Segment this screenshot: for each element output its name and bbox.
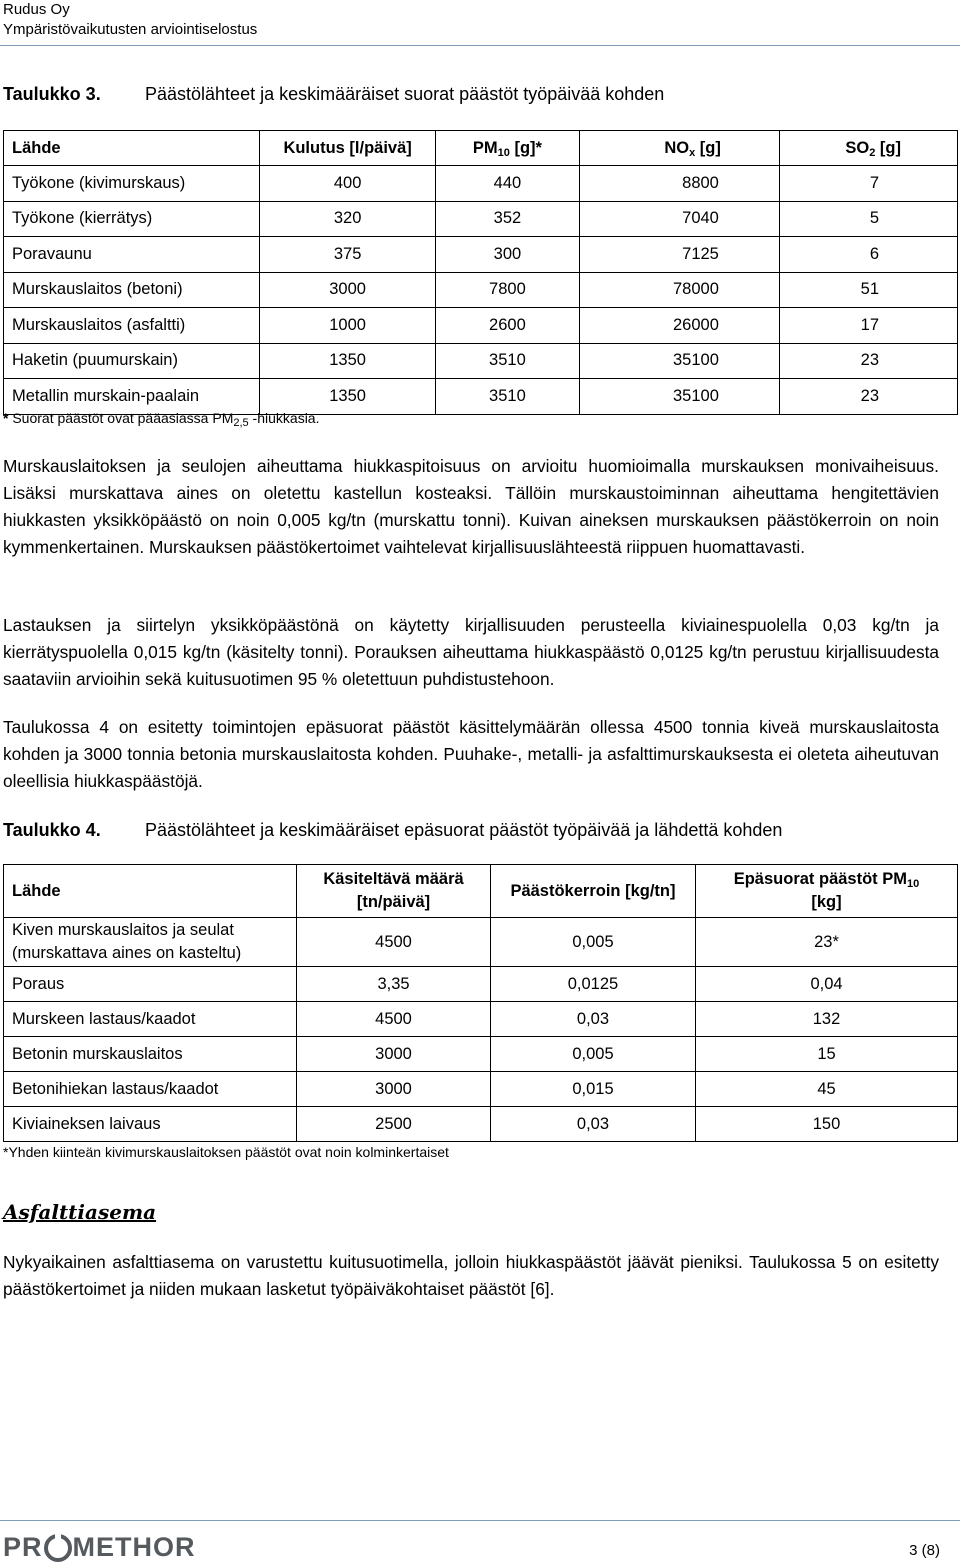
table-row xyxy=(4,308,958,344)
table3-caption xyxy=(3,84,664,105)
table-cell: Murskauslaitos (asfaltti) xyxy=(4,308,260,344)
table-cell: 1000 xyxy=(259,308,435,344)
table-cell: 2600 xyxy=(436,308,579,344)
table3-header-row xyxy=(4,131,958,166)
table-cell: 35100 xyxy=(579,379,779,415)
table-cell: 400 xyxy=(259,166,435,202)
table-cell: 6 xyxy=(779,237,957,273)
paragraph-loading-emissions: Lastauksen ja siirtelyn yksikköpäästönä on käytetty kirjallisuuden perusteella kiviainespuolella 0,03 kg/tn ja kierrätyspuolella 0,015 kg/tn (käsitelty tonni). Porauksen aiheuttama hiukkaspäästö 0,0125 kg/tn perustuu kirjallisuudesta saataviin arvioihin sekä kuitusuotimen 95 % oletettuun puhdistustehoon. xyxy=(3,615,939,689)
table-cell: 0,03 xyxy=(490,1002,695,1037)
table4-indirect-emissions xyxy=(3,864,958,1142)
table-cell: 23 xyxy=(779,343,957,379)
table-cell: Haketin (puumurskain) xyxy=(4,343,260,379)
table4-header-emission: Epäsuorat päästöt $PM_{10}$ [kg] xyxy=(696,865,958,918)
table-cell: Murskauslaitos (betoni) xyxy=(4,272,260,308)
table-cell: Kiven murskauslaitos ja seulat (murskattava aines on kasteltu) xyxy=(4,918,297,967)
table-row xyxy=(4,379,958,415)
table-cell: Metallin murskain-paalain xyxy=(4,379,260,415)
table-row xyxy=(4,1072,958,1107)
table-cell: 35100 xyxy=(579,343,779,379)
table-cell: 352 xyxy=(436,201,579,237)
table-row xyxy=(4,1002,958,1037)
table3-footnote: * Suorat päästöt ovat pääasiassa $PM_{2,5}$ -hiukkasia. xyxy=(3,410,320,429)
table-row xyxy=(4,166,958,202)
table-cell: Poravaunu xyxy=(4,237,260,273)
table-row xyxy=(4,1107,958,1142)
table4-header-row xyxy=(4,865,958,918)
header-divider xyxy=(0,45,960,46)
table-cell: 23 xyxy=(779,379,957,415)
table-cell: 440 xyxy=(436,166,579,202)
table4-header-source: Lähde xyxy=(4,865,297,918)
table3-caption-text: Päästölähteet ja keskimääräiset suorat päästöt työpäivää kohden xyxy=(145,84,665,104)
table-cell: 4500 xyxy=(297,1002,491,1037)
table-cell: 3510 xyxy=(436,379,579,415)
table3-header-nox: $NO_x$ [g] xyxy=(579,131,779,166)
table-cell: 0,005 xyxy=(490,1037,695,1072)
table4-caption-text: Päästölähteet ja keskimääräiset epäsuorat päästöt työpäivää ja lähdettä kohden xyxy=(145,820,783,840)
table-cell: 3000 xyxy=(297,1037,491,1072)
table-cell: 17 xyxy=(779,308,957,344)
table4-caption-label: Taulukko 4. xyxy=(3,820,101,840)
table-row xyxy=(4,1037,958,1072)
table-cell: 0,015 xyxy=(490,1072,695,1107)
table-cell: 5 xyxy=(779,201,957,237)
table-cell: 320 xyxy=(259,201,435,237)
table-cell: Kiviaineksen laivaus xyxy=(4,1107,297,1142)
table-cell: 0,04 xyxy=(696,967,958,1002)
table-row xyxy=(4,967,958,1002)
table-row xyxy=(4,272,958,308)
table-cell: 1350 xyxy=(259,379,435,415)
table4-caption xyxy=(3,820,782,841)
table-cell: 8800 xyxy=(579,166,779,202)
table-cell: 375 xyxy=(259,237,435,273)
table3-header-source: Lähde xyxy=(4,131,260,166)
table-cell: 78000 xyxy=(579,272,779,308)
table-cell: 26000 xyxy=(579,308,779,344)
paragraph-table4-intro: Taulukossa 4 on esitetty toimintojen epäsuorat päästöt käsittelymäärän ollessa 4500 tonnia kiveä murskauslaitosta kohden ja 3000 tonnia betonia murskauslaitosta kohden. Puuhake-, metalli- ja asfalttimurskauksesta ei oleteta aiheutuvan oleellisia hiukkaspäästöjä. xyxy=(3,717,939,791)
table-cell: 3000 xyxy=(259,272,435,308)
table-cell: 7 xyxy=(779,166,957,202)
page-number: 3 (8) xyxy=(909,1542,940,1559)
table-cell: Poraus xyxy=(4,967,297,1002)
table-cell: 3510 xyxy=(436,343,579,379)
table-cell: 23* xyxy=(696,918,958,967)
table3-direct-emissions xyxy=(3,130,958,415)
table-cell: 2500 xyxy=(297,1107,491,1142)
promethor-logo: PR METHOR xyxy=(3,1532,196,1562)
table-cell: 300 xyxy=(436,237,579,273)
table-cell: 150 xyxy=(696,1107,958,1142)
table-row xyxy=(4,201,958,237)
table-cell: Murskeen lastaus/kaadot xyxy=(4,1002,297,1037)
table-cell: 45 xyxy=(696,1072,958,1107)
table-cell: 51 xyxy=(779,272,957,308)
table-row xyxy=(4,237,958,273)
table4-header-amount: Käsiteltävä määrä [tn/päivä] xyxy=(297,865,491,918)
table-cell: Työkone (kivimurskaus) xyxy=(4,166,260,202)
header-document-title: Ympäristövaikutusten arviointiselostus xyxy=(3,21,258,38)
table-cell: 7125 xyxy=(579,237,779,273)
table-cell: 0,005 xyxy=(490,918,695,967)
table4-header-factor: Päästökerroin [kg/tn] xyxy=(490,865,695,918)
table-cell: Työkone (kierrätys) xyxy=(4,201,260,237)
table-cell: 3,35 xyxy=(297,967,491,1002)
table-cell: 1350 xyxy=(259,343,435,379)
table-cell: Betonin murskauslaitos xyxy=(4,1037,297,1072)
table3-header-consumption: Kulutus [l/päivä] xyxy=(259,131,435,166)
table-cell: 7800 xyxy=(436,272,579,308)
table-cell: 4500 xyxy=(297,918,491,967)
table-row xyxy=(4,343,958,379)
table-cell: 7040 xyxy=(579,201,779,237)
table-cell: 132 xyxy=(696,1002,958,1037)
table-cell: 15 xyxy=(696,1037,958,1072)
logo-ring-icon xyxy=(44,1534,72,1562)
table4-footnote: *Yhden kiinteän kivimurskauslaitoksen päästöt ovat noin kolminkertaiset xyxy=(3,1144,449,1160)
table3-caption-label: Taulukko 3. xyxy=(3,84,101,104)
page-header xyxy=(3,0,257,40)
section-heading-asphalt: Asfalttiasema xyxy=(3,1200,157,1224)
footer-divider xyxy=(0,1520,960,1521)
paragraph-crushing-dust: Murskauslaitoksen ja seulojen aiheuttama hiukkaspitoisuus on arvioitu huomioimalla murskauksen monivaiheisuus. Lisäksi murskattava aines on oletettu kastellun kosteaksi. Tällöin murskaustoiminnan aiheuttama hengitettävien hiukkasten yksikköpäästö on noin 0,005 kg/tn (murskattu tonni). Kuivan aineksen murskauksen päästökerroin on noin kymmenkertainen. Murskauksen päästökertoimet vaihtelevat kirjallisuuslähteestä riippuen huomattavasti. xyxy=(3,456,939,557)
table3-header-so2: $SO_2$ [g] xyxy=(779,131,957,166)
table-cell: Betonihiekan lastaus/kaadot xyxy=(4,1072,297,1107)
table-cell: 3000 xyxy=(297,1072,491,1107)
table-row xyxy=(4,918,958,967)
header-company: Rudus Oy xyxy=(3,1,70,18)
table3-header-pm10: $PM_{10}$ [g]* xyxy=(436,131,579,166)
table-cell: 0,03 xyxy=(490,1107,695,1142)
paragraph-asphalt-station: Nykyaikainen asfalttiasema on varustettu kuitusuotimella, jolloin hiukkaspäästöt jäävät pieniksi. Taulukossa 5 on esitetty päästökertoimet ja niiden mukaan lasketut työpäiväkohtaiset päästöt [6]. xyxy=(3,1252,939,1299)
table-cell: 0,0125 xyxy=(490,967,695,1002)
